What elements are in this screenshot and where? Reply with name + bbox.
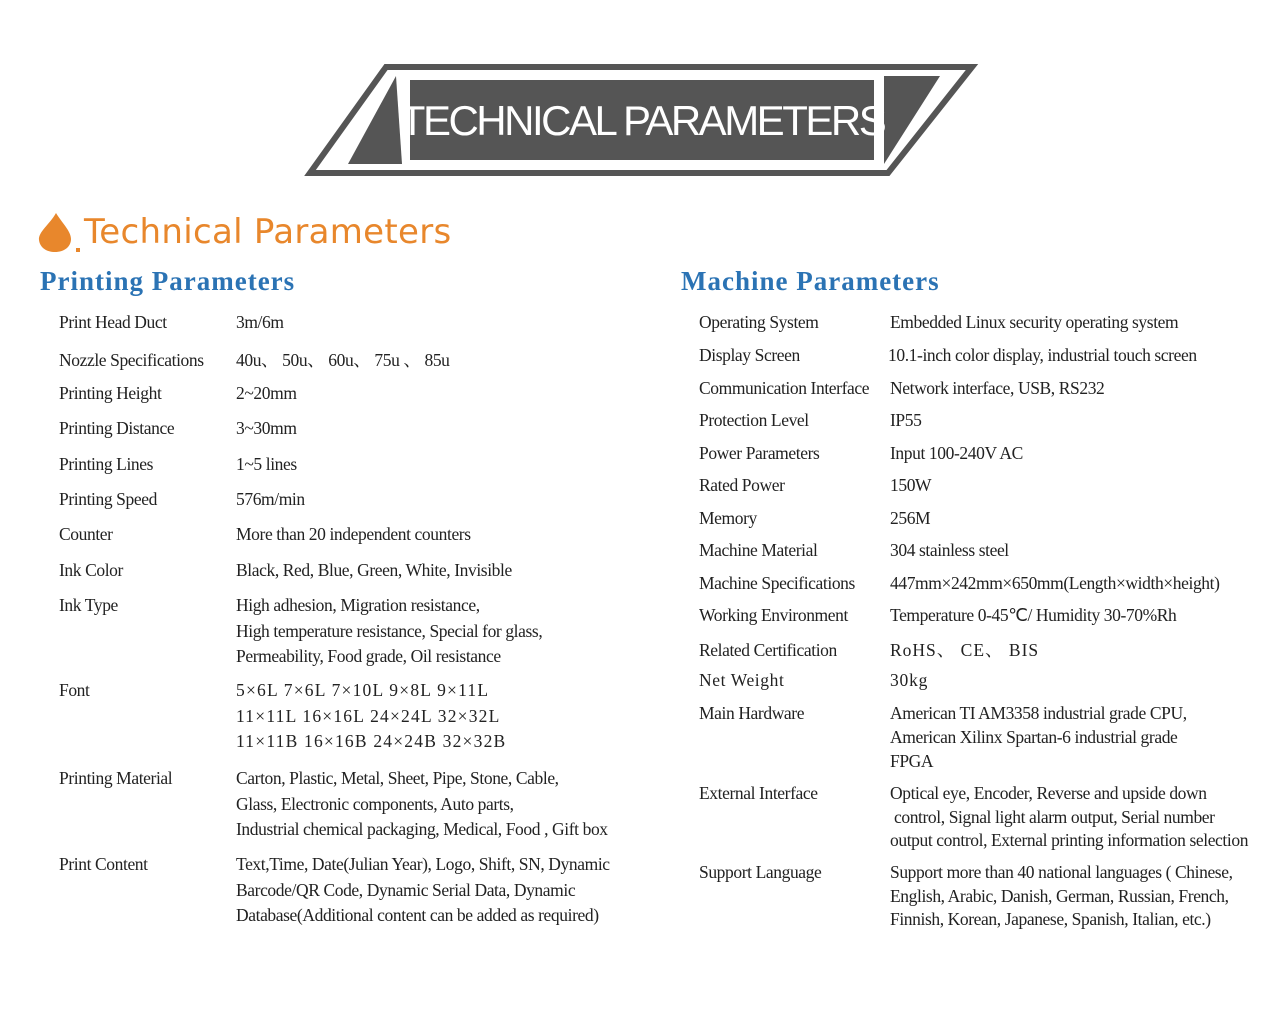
row-label: Operating System — [699, 312, 819, 332]
row-value: American TI AM3358 industrial grade CPU, American Xilinx Spartan-6 industrial grade FPGA — [890, 703, 1187, 771]
row-label: Related Certification — [699, 640, 837, 660]
machine-parameters-title: Machine Parameters — [681, 266, 940, 296]
row-value: 576m/min — [236, 489, 305, 509]
row-value: 447mm×242mm×650mm(Length×width×height) — [890, 573, 1220, 593]
row-value: 1~5 lines — [236, 454, 297, 474]
row-label: Print Head Duct — [59, 312, 167, 332]
row-value: Optical eye, Encoder, Reverse and upside down control, Signal light alarm output, Serial number output control, External printing information selection — [890, 783, 1249, 850]
row-label: Printing Distance — [59, 418, 175, 438]
row-value: Embedded Linux security operating system — [890, 312, 1179, 332]
row-value: 3m/6m — [236, 312, 284, 332]
row-label: Support Language — [699, 862, 822, 882]
row-label: Communication Interface — [699, 378, 870, 398]
row-value: More than 20 independent counters — [236, 524, 471, 544]
row-value: 40u、 50u、 60u、 75u 、 85u — [236, 350, 450, 370]
printing-parameters-title: Printing Parameters — [40, 266, 296, 296]
row-value: Input 100-240V AC — [890, 443, 1023, 463]
row-label: Printing Height — [59, 383, 162, 403]
row-label: Ink Type — [59, 595, 118, 615]
row-value: Carton, Plastic, Metal, Sheet, Pipe, Stone, Cable, Glass, Electronic components, Auto parts, Industrial chemical packaging, Medical, Food , Gift box — [236, 768, 608, 839]
row-value: 150W — [890, 475, 932, 495]
row-label: Rated Power — [699, 475, 785, 495]
row-value: 304 stainless steel — [890, 540, 1009, 560]
row-value: Temperature 0-45℃/ Humidity 30-70%Rh — [890, 605, 1177, 625]
row-label: Working Environment — [699, 605, 848, 625]
row-label: Printing Material — [59, 768, 173, 788]
row-label: Memory — [699, 508, 757, 528]
row-value: Text,Time, Date(Julian Year), Logo, Shift, SN, Dynamic Barcode/QR Code, Dynamic Serial Data, Dynamic Database(Additional content can be added as required) — [236, 854, 610, 925]
row-value: 3~30mm — [236, 418, 297, 438]
row-label: Print Content — [59, 854, 148, 874]
row-label: Net Weight — [699, 670, 785, 690]
row-value: 5×6L 7×6L 7×10L 9×8L 9×11L 11×11L 16×16L 24×24L 32×32L 11×11B 16×16B 24×24B 32×32B — [236, 680, 507, 751]
row-label: Machine Specifications — [699, 573, 855, 593]
row-value: 2~20mm — [236, 383, 297, 403]
row-value: Network interface, USB, RS232 — [890, 378, 1105, 398]
row-label: Counter — [59, 524, 113, 544]
row-value: Support more than 40 national languages ( Chinese, English, Arabic, Danish, German, Russian, French, Finnish, Korean, Japanese, Spanish, Italian, etc.) — [890, 862, 1233, 929]
drop-icon — [36, 210, 80, 254]
row-value: 30kg — [890, 670, 929, 690]
row-value: IP55 — [890, 410, 922, 430]
row-value: Black, Red, Blue, Green, White, Invisible — [236, 560, 512, 580]
row-label: Protection Level — [699, 410, 809, 430]
row-value: 10.1-inch color display, industrial touch screen — [888, 345, 1197, 365]
row-label: Printing Speed — [59, 489, 157, 509]
row-label: Font — [59, 680, 90, 700]
row-label: Power Parameters — [699, 443, 820, 463]
row-value: RoHS、 CE、 BIS — [890, 640, 1040, 660]
row-value: High adhesion, Migration resistance, High temperature resistance, Special for glass, Permeability, Food grade, Oil resistance — [236, 595, 543, 666]
row-label: Ink Color — [59, 560, 123, 580]
banner — [0, 0, 1280, 190]
row-label: External Interface — [699, 783, 818, 803]
row-label: Machine Material — [699, 540, 818, 560]
banner-title: TECHNICAL PARAMETERS — [399, 97, 885, 144]
row-label: Main Hardware — [699, 703, 805, 723]
row-value: 256M — [890, 508, 931, 528]
row-label: Nozzle Specifications — [59, 350, 204, 370]
section-heading: Technical Parameters — [84, 212, 452, 252]
row-label: Printing Lines — [59, 454, 154, 474]
row-label: Display Screen — [699, 345, 800, 365]
